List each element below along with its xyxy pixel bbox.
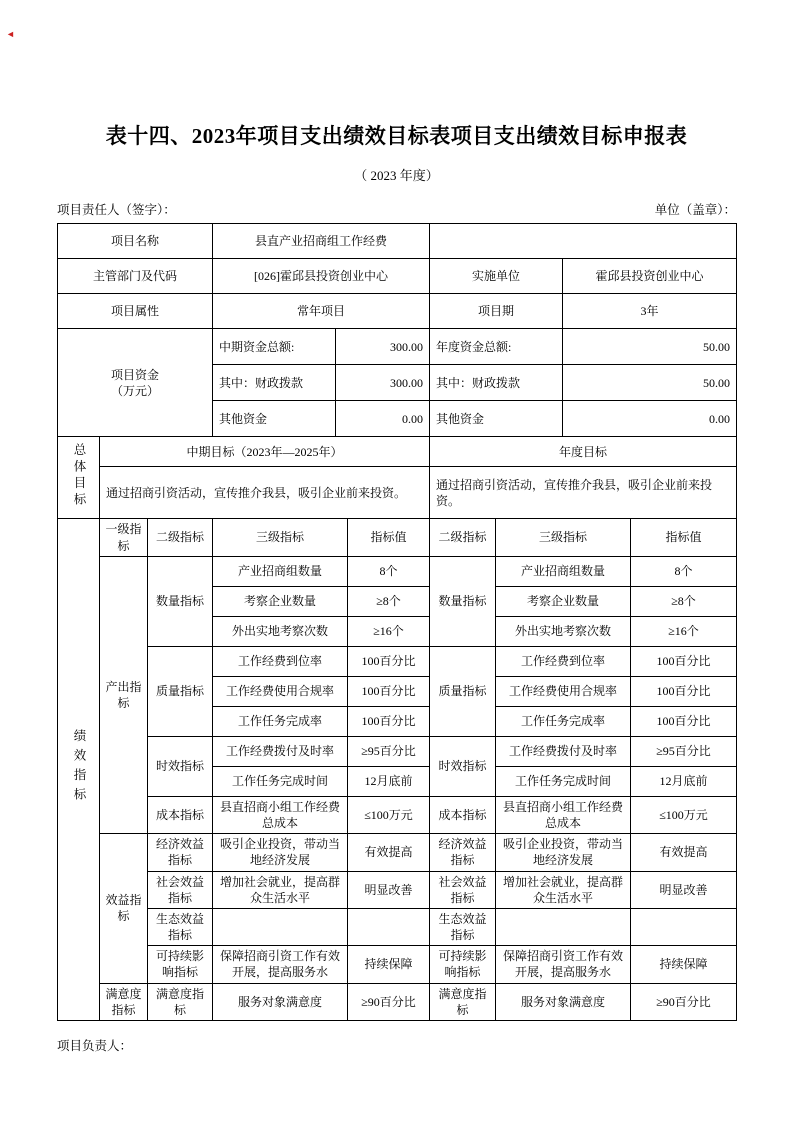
perf-level3-mid: 服务对象满意度 bbox=[213, 983, 348, 1020]
perf-value-annual: ≥95百分比 bbox=[631, 736, 737, 766]
perf-value-annual: 有效提高 bbox=[631, 834, 737, 871]
period-label: 项目期 bbox=[430, 294, 563, 329]
perf-level2-ecological-mid: 生态效益指标 bbox=[148, 908, 213, 945]
annual-goal-header: 年度目标 bbox=[430, 437, 737, 467]
perf-level2-quality-mid: 质量指标 bbox=[148, 646, 213, 736]
perf-value-annual: ≥90百分比 bbox=[631, 983, 737, 1020]
table-row bbox=[58, 908, 737, 945]
period-value: 3年 bbox=[563, 294, 737, 329]
table-row bbox=[58, 519, 737, 556]
table-row bbox=[58, 259, 737, 294]
perf-level3-annual: 考察企业数量 bbox=[496, 586, 631, 616]
fund-year-other-value: 0.00 bbox=[563, 401, 737, 437]
perf-level2-satisfaction-annual: 满意度指标 bbox=[430, 983, 496, 1020]
perf-level2-sustain-annual: 可持续影响指标 bbox=[430, 946, 496, 983]
perf-level2-social-annual: 社会效益指标 bbox=[430, 871, 496, 908]
perf-value-annual: ≥8个 bbox=[631, 586, 737, 616]
fund-label bbox=[58, 329, 213, 437]
project-fund-table bbox=[57, 328, 737, 437]
fund-mid-other-value: 0.00 bbox=[336, 401, 430, 437]
perf-level3-annual: 工作经费拨付及时率 bbox=[496, 736, 631, 766]
perf-value-mid: 100百分比 bbox=[348, 676, 430, 706]
perf-value-mid bbox=[348, 908, 430, 945]
project-manager-label: 项目负责人： bbox=[57, 1039, 133, 1054]
perf-value-mid: 明显改善 bbox=[348, 871, 430, 908]
perf-value-mid: ≥8个 bbox=[348, 586, 430, 616]
table-row bbox=[58, 736, 737, 766]
perf-level3-annual: 保障招商引资工作有效开展，提高服务水 bbox=[496, 946, 631, 983]
fund-year-total-value: 50.00 bbox=[563, 329, 737, 365]
perf-level3-mid: 产业招商组数量 bbox=[213, 556, 348, 586]
perf-value-annual: 100百分比 bbox=[631, 646, 737, 676]
perf-level2-quality-annual: 质量指标 bbox=[430, 646, 496, 736]
perf-value-mid: 持续保障 bbox=[348, 946, 430, 983]
perf-value-annual: 100百分比 bbox=[631, 706, 737, 736]
perf-value-mid: 8个 bbox=[348, 556, 430, 586]
table-row bbox=[58, 646, 737, 676]
fund-mid-fiscal-label: 其中：财政拨款 bbox=[213, 365, 336, 401]
perf-level3-annual: 吸引企业投资，带动当地经济发展 bbox=[496, 834, 631, 871]
table-row bbox=[58, 834, 737, 871]
fund-mid-other-label: 其他资金 bbox=[213, 401, 336, 437]
perf-value-mid: 100百分比 bbox=[348, 646, 430, 676]
perf-level3-annual: 外出实地考察次数 bbox=[496, 616, 631, 646]
perf-header-level2-mid: 二级指标 bbox=[148, 519, 213, 556]
signature-row bbox=[57, 200, 736, 218]
table-row bbox=[58, 946, 737, 983]
overall-goal-section-label bbox=[58, 437, 100, 519]
perf-value-annual bbox=[631, 908, 737, 945]
project-signer-label: 项目责任人（签字）： bbox=[57, 203, 176, 218]
mid-term-goal-header: 中期目标（2023年—2025年） bbox=[100, 437, 430, 467]
perf-value-annual: 12月底前 bbox=[631, 766, 737, 796]
overall-goal-table bbox=[57, 436, 737, 519]
perf-level3-annual bbox=[496, 908, 631, 945]
perf-header-value-annual: 指标值 bbox=[631, 519, 737, 556]
perf-value-mid: ≥90百分比 bbox=[348, 983, 430, 1020]
perf-level2-timeliness-annual: 时效指标 bbox=[430, 736, 496, 796]
perf-value-annual: 100百分比 bbox=[631, 676, 737, 706]
page-title: 表十四、2023年项目支出绩效目标表项目支出绩效目标申报表 bbox=[105, 124, 688, 148]
table-row bbox=[58, 224, 737, 259]
perf-header-level3-mid: 三级指标 bbox=[213, 519, 348, 556]
perf-value-mid: 12月底前 bbox=[348, 766, 430, 796]
table-row bbox=[58, 796, 737, 833]
perf-level3-mid: 县直招商小组工作经费总成本 bbox=[213, 796, 348, 833]
table-row bbox=[58, 467, 737, 519]
fund-year-fiscal-label: 其中：财政拨款 bbox=[430, 365, 563, 401]
attr-label: 项目属性 bbox=[58, 294, 213, 329]
overall-goal-vertical-text: 总体目标 bbox=[71, 442, 86, 509]
perf-level3-annual: 工作经费到位率 bbox=[496, 646, 631, 676]
perf-header-level3-annual: 三级指标 bbox=[496, 519, 631, 556]
perf-value-annual: 8个 bbox=[631, 556, 737, 586]
perf-value-mid: ≥95百分比 bbox=[348, 736, 430, 766]
perf-level2-economic-mid: 经济效益指标 bbox=[148, 834, 213, 871]
perf-level2-ecological-annual: 生态效益指标 bbox=[430, 908, 496, 945]
perf-level1-satisfaction: 满意度指标 bbox=[100, 983, 148, 1020]
perf-level3-mid bbox=[213, 908, 348, 945]
perf-level3-mid: 考察企业数量 bbox=[213, 586, 348, 616]
perf-level2-sustain-mid: 可持续影响指标 bbox=[148, 946, 213, 983]
fund-mid-fiscal-value: 300.00 bbox=[336, 365, 430, 401]
page-subtitle: （ 2023 年度） bbox=[354, 168, 439, 184]
perf-level2-quantity-annual: 数量指标 bbox=[430, 556, 496, 646]
unit-seal-label: 单位（盖章）： bbox=[654, 203, 736, 218]
perf-header-level1: 一级指标 bbox=[100, 519, 148, 556]
mid-term-goal-text: 通过招商引资活动，宣传推介我县，吸引企业前来投资。 bbox=[100, 467, 430, 519]
perf-level1-benefit: 效益指标 bbox=[100, 834, 148, 984]
table-row bbox=[58, 556, 737, 586]
fund-year-other-label: 其他资金 bbox=[430, 401, 563, 437]
perf-level2-satisfaction-mid: 满意度指标 bbox=[148, 983, 213, 1020]
perf-value-mid: 100百分比 bbox=[348, 706, 430, 736]
table-row bbox=[58, 294, 737, 329]
fund-mid-total-value: 300.00 bbox=[336, 329, 430, 365]
perf-level3-mid: 工作任务完成率 bbox=[213, 706, 348, 736]
perf-value-mid: ≤100万元 bbox=[348, 796, 430, 833]
perf-level2-economic-annual: 经济效益指标 bbox=[430, 834, 496, 871]
perf-vertical-text: 绩效指标 bbox=[71, 728, 86, 807]
perf-level3-mid: 工作任务完成时间 bbox=[213, 766, 348, 796]
perf-level2-cost-mid: 成本指标 bbox=[148, 796, 213, 833]
perf-level3-annual: 产业招商组数量 bbox=[496, 556, 631, 586]
perf-level3-annual: 县直招商小组工作经费总成本 bbox=[496, 796, 631, 833]
perf-value-mid: 有效提高 bbox=[348, 834, 430, 871]
impl-unit-value: 霍邱县投资创业中心 bbox=[563, 259, 737, 294]
project-name-label: 项目名称 bbox=[58, 224, 213, 259]
empty-cell bbox=[430, 224, 737, 259]
perf-value-mid: ≥16个 bbox=[348, 616, 430, 646]
fund-year-fiscal-value: 50.00 bbox=[563, 365, 737, 401]
dept-value: [026]霍邱县投资创业中心 bbox=[213, 259, 430, 294]
perf-level3-mid: 工作经费使用合规率 bbox=[213, 676, 348, 706]
perf-value-annual: ≤100万元 bbox=[631, 796, 737, 833]
perf-header-level2-annual: 二级指标 bbox=[430, 519, 496, 556]
perf-level3-mid: 工作经费到位率 bbox=[213, 646, 348, 676]
perf-level3-mid: 工作经费拨付及时率 bbox=[213, 736, 348, 766]
perf-level1-output: 产出指标 bbox=[100, 556, 148, 833]
project-info-table bbox=[57, 223, 737, 329]
perf-level2-timeliness-mid: 时效指标 bbox=[148, 736, 213, 796]
perf-level2-social-mid: 社会效益指标 bbox=[148, 871, 213, 908]
perf-level3-mid: 外出实地考察次数 bbox=[213, 616, 348, 646]
perf-section-label bbox=[58, 519, 100, 1021]
perf-header-value-mid: 指标值 bbox=[348, 519, 430, 556]
annual-goal-text: 通过招商引资活动，宣传推介我县，吸引企业前来投资。 bbox=[430, 467, 737, 519]
perf-level3-annual: 增加社会就业，提高群众生活水平 bbox=[496, 871, 631, 908]
project-name-value: 县直产业招商组工作经费 bbox=[213, 224, 430, 259]
table-row bbox=[58, 329, 737, 365]
perf-value-annual: 明显改善 bbox=[631, 871, 737, 908]
perf-level2-quantity-mid: 数量指标 bbox=[148, 556, 213, 646]
attr-value: 常年项目 bbox=[213, 294, 430, 329]
perf-level3-mid: 吸引企业投资，带动当地经济发展 bbox=[213, 834, 348, 871]
perf-level3-annual: 工作经费使用合规率 bbox=[496, 676, 631, 706]
table-row bbox=[58, 871, 737, 908]
fund-year-total-label: 年度资金总额: bbox=[430, 329, 563, 365]
perf-level2-cost-annual: 成本指标 bbox=[430, 796, 496, 833]
perf-level3-annual: 工作任务完成率 bbox=[496, 706, 631, 736]
performance-indicator-table bbox=[57, 518, 737, 1021]
fund-label-line2: （万元） bbox=[110, 383, 159, 398]
dept-label: 主管部门及代码 bbox=[58, 259, 213, 294]
perf-level3-annual: 工作任务完成时间 bbox=[496, 766, 631, 796]
fund-label-line1: 项目资金 bbox=[110, 367, 159, 382]
page-corner-mark-icon: ◄ bbox=[6, 29, 15, 39]
perf-level3-mid: 增加社会就业，提高群众生活水平 bbox=[213, 871, 348, 908]
fund-mid-total-label: 中期资金总额: bbox=[213, 329, 336, 365]
perf-level3-mid: 保障招商引资工作有效开展，提高服务水 bbox=[213, 946, 348, 983]
perf-value-annual: ≥16个 bbox=[631, 616, 737, 646]
impl-unit-label: 实施单位 bbox=[430, 259, 563, 294]
table-row bbox=[58, 983, 737, 1020]
perf-value-annual: 持续保障 bbox=[631, 946, 737, 983]
perf-level3-annual: 服务对象满意度 bbox=[496, 983, 631, 1020]
table-row bbox=[58, 437, 737, 467]
